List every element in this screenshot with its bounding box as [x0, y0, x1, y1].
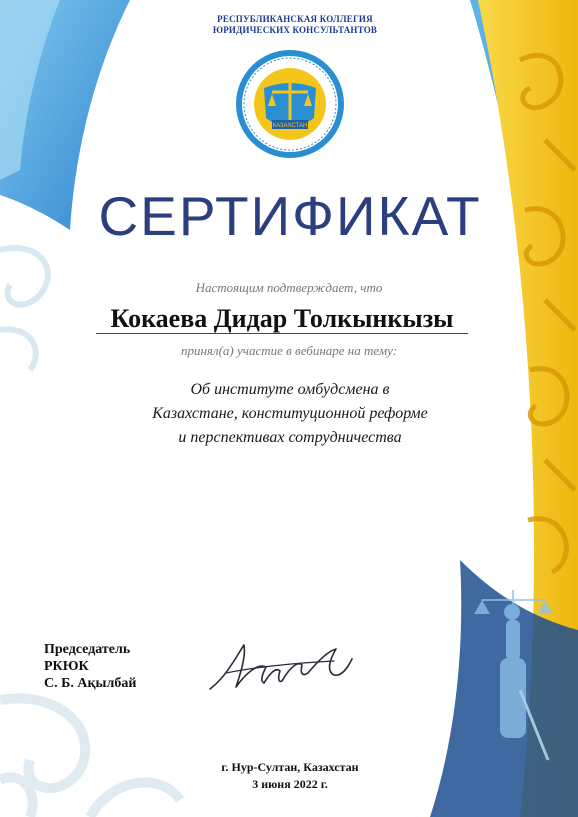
- certificate-title: СЕРТИФИКАТ: [98, 185, 482, 247]
- scales-of-justice-seal-icon: [234, 48, 346, 160]
- confirm-text: Настоящим подтверждает, что: [195, 280, 383, 295]
- topic-line-3: и перспективах сотрудничества: [178, 429, 402, 446]
- topic-line-1: Об институте омбудсмена в: [190, 381, 390, 398]
- signer-block: [44, 641, 136, 692]
- recipient-block: [96, 304, 468, 334]
- organization-title-line-2: ЮРИДИЧЕСКИХ КОНСУЛЬТАНТОВ: [212, 25, 378, 35]
- organization-title: [180, 14, 410, 36]
- topic-line-2: Казахстане, конституционной реформе: [152, 405, 428, 422]
- location: г. Нур-Султан, Казахстан: [221, 760, 359, 774]
- recipient-name: Кокаева Дидар Толкынкызы: [110, 304, 454, 333]
- issue-date: 3 июня 2022 г.: [252, 777, 328, 791]
- signature-icon: [206, 637, 356, 699]
- place-date-block: [200, 759, 380, 793]
- signer-position-line-2: РКЮК: [44, 659, 89, 674]
- recipient-underline: [96, 333, 468, 334]
- signer-position-line-1: Председатель: [44, 642, 131, 657]
- participation-text: принял(а) участие в вебинаре на тему:: [180, 343, 398, 358]
- organization-title-line-1: РЕСПУБЛИКАНСКАЯ КОЛЛЕГИЯ: [217, 14, 373, 24]
- seal-label: КАЗАХСТАН: [272, 123, 308, 129]
- signer-name: С. Б. Ақылбай: [44, 676, 137, 691]
- webinar-topic: [110, 378, 470, 450]
